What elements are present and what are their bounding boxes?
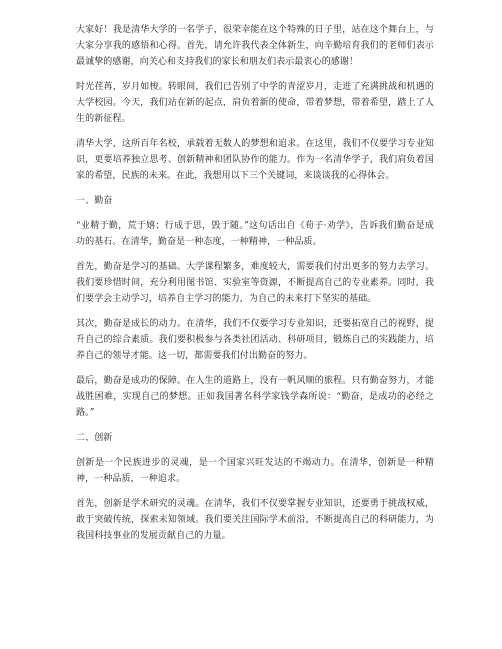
diligence-paragraph-2: 首先，勤奋是学习的基础。大学课程繁多，难度较大，需要我们付出更多的努力去学习。我们要珍惜时间，充分利用图书馆、实验室等资源，不断提高自己的专业素养。同时，我们要学会主动学习，培养自主学习的能力，为自己的未来打下坚实的基础。 [76, 262, 434, 304]
diligence-paragraph-3: 其次，勤奋是成长的动力。在清华，我们不仅要学习专业知识，还要拓宽自己的视野，提升自己的综合素质。我们要积极参与各类社团活动、科研项目，锻炼自己的实践能力，培养自己的领导才能。这一切，都需要我们付出勤奋的努力。 [76, 319, 434, 361]
section-heading-diligence: 一、勤奋 [76, 196, 113, 206]
innovation-paragraph-2: 首先，创新是学术研究的灵魂。在清华，我们不仅要掌握专业知识，还要勇于挑战权威，敢于突破传统，探索未知领域。我们要关注国际学术前沿，不断提高自己的科研能力，为我国科技事业的发展贡献自己的力量。 [76, 499, 434, 541]
document-page [76, 22, 434, 553]
intro-paragraph-3: 清华大学，这所百年名校，承载着无数人的梦想和追求。在这里，我们不仅要学习专业知识，更要培养独立思考、创新精神和团队协作的能力。作为一名清华学子，我们肩负着国家的希望，民族的未来。在此，我想用以下三个关键词，来谈谈我的心得体会。 [76, 139, 434, 181]
intro-paragraph-2: 时光荏苒，岁月如梭。转眼间，我们已告别了中学的青涩岁月，走进了充满挑战和机遇的大学校园。今天，我们站在新的起点，肩负着新的使命，带着梦想，带着希望，踏上了人生的新征程。 [76, 82, 434, 124]
innovation-paragraph-1: 创新是一个民族进步的灵魂，是一个国家兴旺发达的不竭动力。在清华，创新是一种精神，一种品质，一种追求。 [76, 458, 434, 484]
section-heading-innovation: 二、创新 [76, 433, 113, 443]
intro-paragraph-1: 大家好！我是清华大学的一名学子，很荣幸能在这个特殊的日子里，站在这个舞台上，与大家分享我的感悟和心得。首先，请允许我代表全体新生，向辛勤培育我们的老师们表示最诚挚的感谢，向关心和支持我们的家长和朋友们表示最衷心的感谢！ [76, 25, 434, 67]
diligence-paragraph-1: “业精于勤，荒于嬉；行成于思，毁于随。”这句话出自《荀子·劝学》，告诉我们勤奋是成功的基石。在清华，勤奋是一种态度，一种精神，一种品质。 [76, 221, 434, 247]
diligence-paragraph-4: 最后，勤奋是成功的保障。在人生的道路上，没有一帆风顺的旅程。只有勤奋努力，才能战胜困难，实现自己的梦想。正如我国著名科学家钱学森所说：“勤奋，是成功的必经之路。” [76, 376, 434, 418]
